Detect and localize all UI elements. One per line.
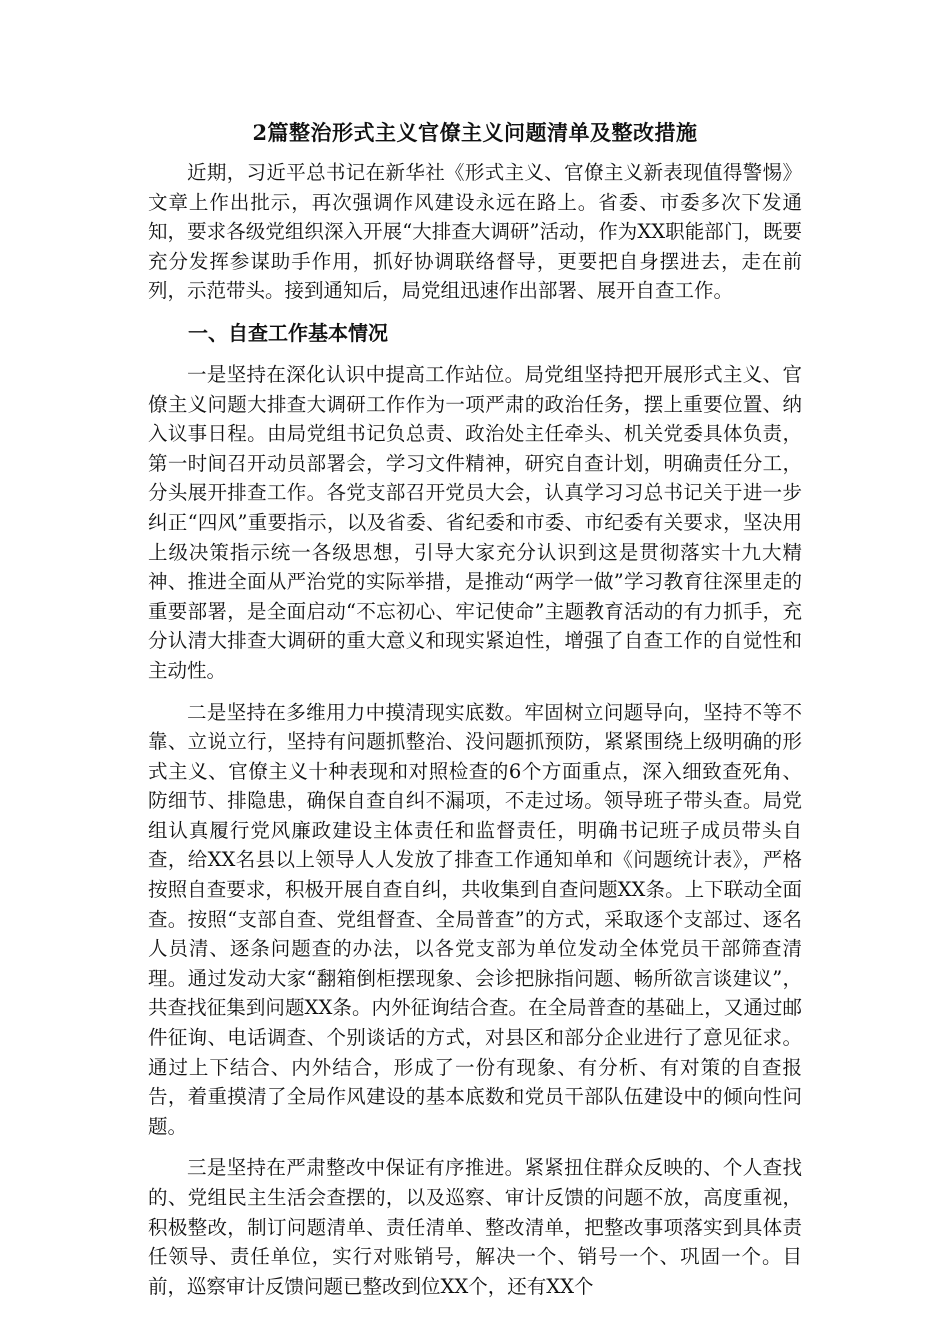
paragraph-2: 二是坚持在多维用力中摸清现实底数。牢固树立问题导向，坚持不等不靠、立说立行，坚持有问题抓整治、没问题抓预防，紧紧围绕上级明确的形式主义、官僚主义十种表现和对照检查的6个方面重点，深入细致查死角、防细节、排隐患，确保自查自纠不漏项，不走过场。领导班子带头查。局党组认真履行党风廉政建设主体责任和监督责任，明确书记班子成员带头自查，给XX名县以上领导人人发放了排查工作通知单和《问题统计表》，严格按照自查要求，积极开展自查自纠，共收集到自查问题XX条。上下联动全面查。按照“支部自查、党组督查、全局普查”的方式，采取逐个支部过、逐名人员清、逐条问题查的办法，以各党支部为单位发动全体党员干部筛查清理。通过发动大家“翻箱倒柜摆现象、会诊把脉指问题、畅所欲言谈建议”，共查找征集到问题XX条。内外征询结合查。在全局普查的基础上，又通过邮件征询、电话调查、个别谈话的方式，对县区和部分企业进行了意见征求。通过上下结合、内外结合，形成了一份有现象、有分析、有对策的自查报告，着重摸清了全局作风建设的基本底数和党员干部队伍建设中的倾向性问题。 bbox=[148, 700, 802, 1138]
document-title: 2篇整治形式主义官僚主义问题清单及整改措施 bbox=[252, 120, 698, 145]
section-heading-1: 一、自查工作基本情况 bbox=[188, 320, 388, 345]
document-page bbox=[148, 118, 802, 1313]
intro-paragraph: 近期，习近平总书记在新华社《形式主义、官僚主义新表现值得警惕》文章上作出批示，再次强调作风建设永远在路上。省委、市委多次下发通知，要求各级党组织深入开展“大排查大调研”活动，作为XX职能部门，既要充分发挥参谋助手作用，抓好协调联络督导，更要把自身摆进去，走在前列，示范带头。接到通知后，局党组迅速作出部署、展开自查工作。 bbox=[148, 161, 802, 303]
paragraph-3: 三是坚持在严肃整改中保证有序推进。紧紧扭住群众反映的、个人查找的、党组民主生活会查摆的，以及巡察、审计反馈的问题不放，高度重视，积极整改，制订问题清单、责任清单、整改清单，把整改事项落实到具体责任领导、责任单位，实行对账销号，解决一个、销号一个、巩固一个。目前，巡察审计反馈问题已整改到位XX个，还有XX个 bbox=[148, 1156, 802, 1298]
paragraph-1: 一是坚持在深化认识中提高工作站位。局党组坚持把开展形式主义、官僚主义问题大排查大调研工作作为一项严肃的政治任务，摆上重要位置、纳入议事日程。由局党组书记负总责、政治处主任牵头、机关党委具体负责，第一时间召开动员部署会，学习文件精神，研究自查计划，明确责任分工，分头展开排查工作。各党支部召开党员大会，认真学习习总书记关于进一步纠正“四风”重要指示，以及省委、省纪委和市委、市纪委有关要求，坚决用上级决策指示统一各级思想，引导大家充分认识到这是贯彻落实十九大精神、推进全面从严治党的实际举措，是推动“两学一做”学习教育往深里走的重要部署，是全面启动“不忘初心、牢记使命”主题教育活动的有力抓手，充分认清大排查大调研的重大意义和现实紧迫性，增强了自查工作的自觉性和主动性。 bbox=[148, 362, 802, 682]
